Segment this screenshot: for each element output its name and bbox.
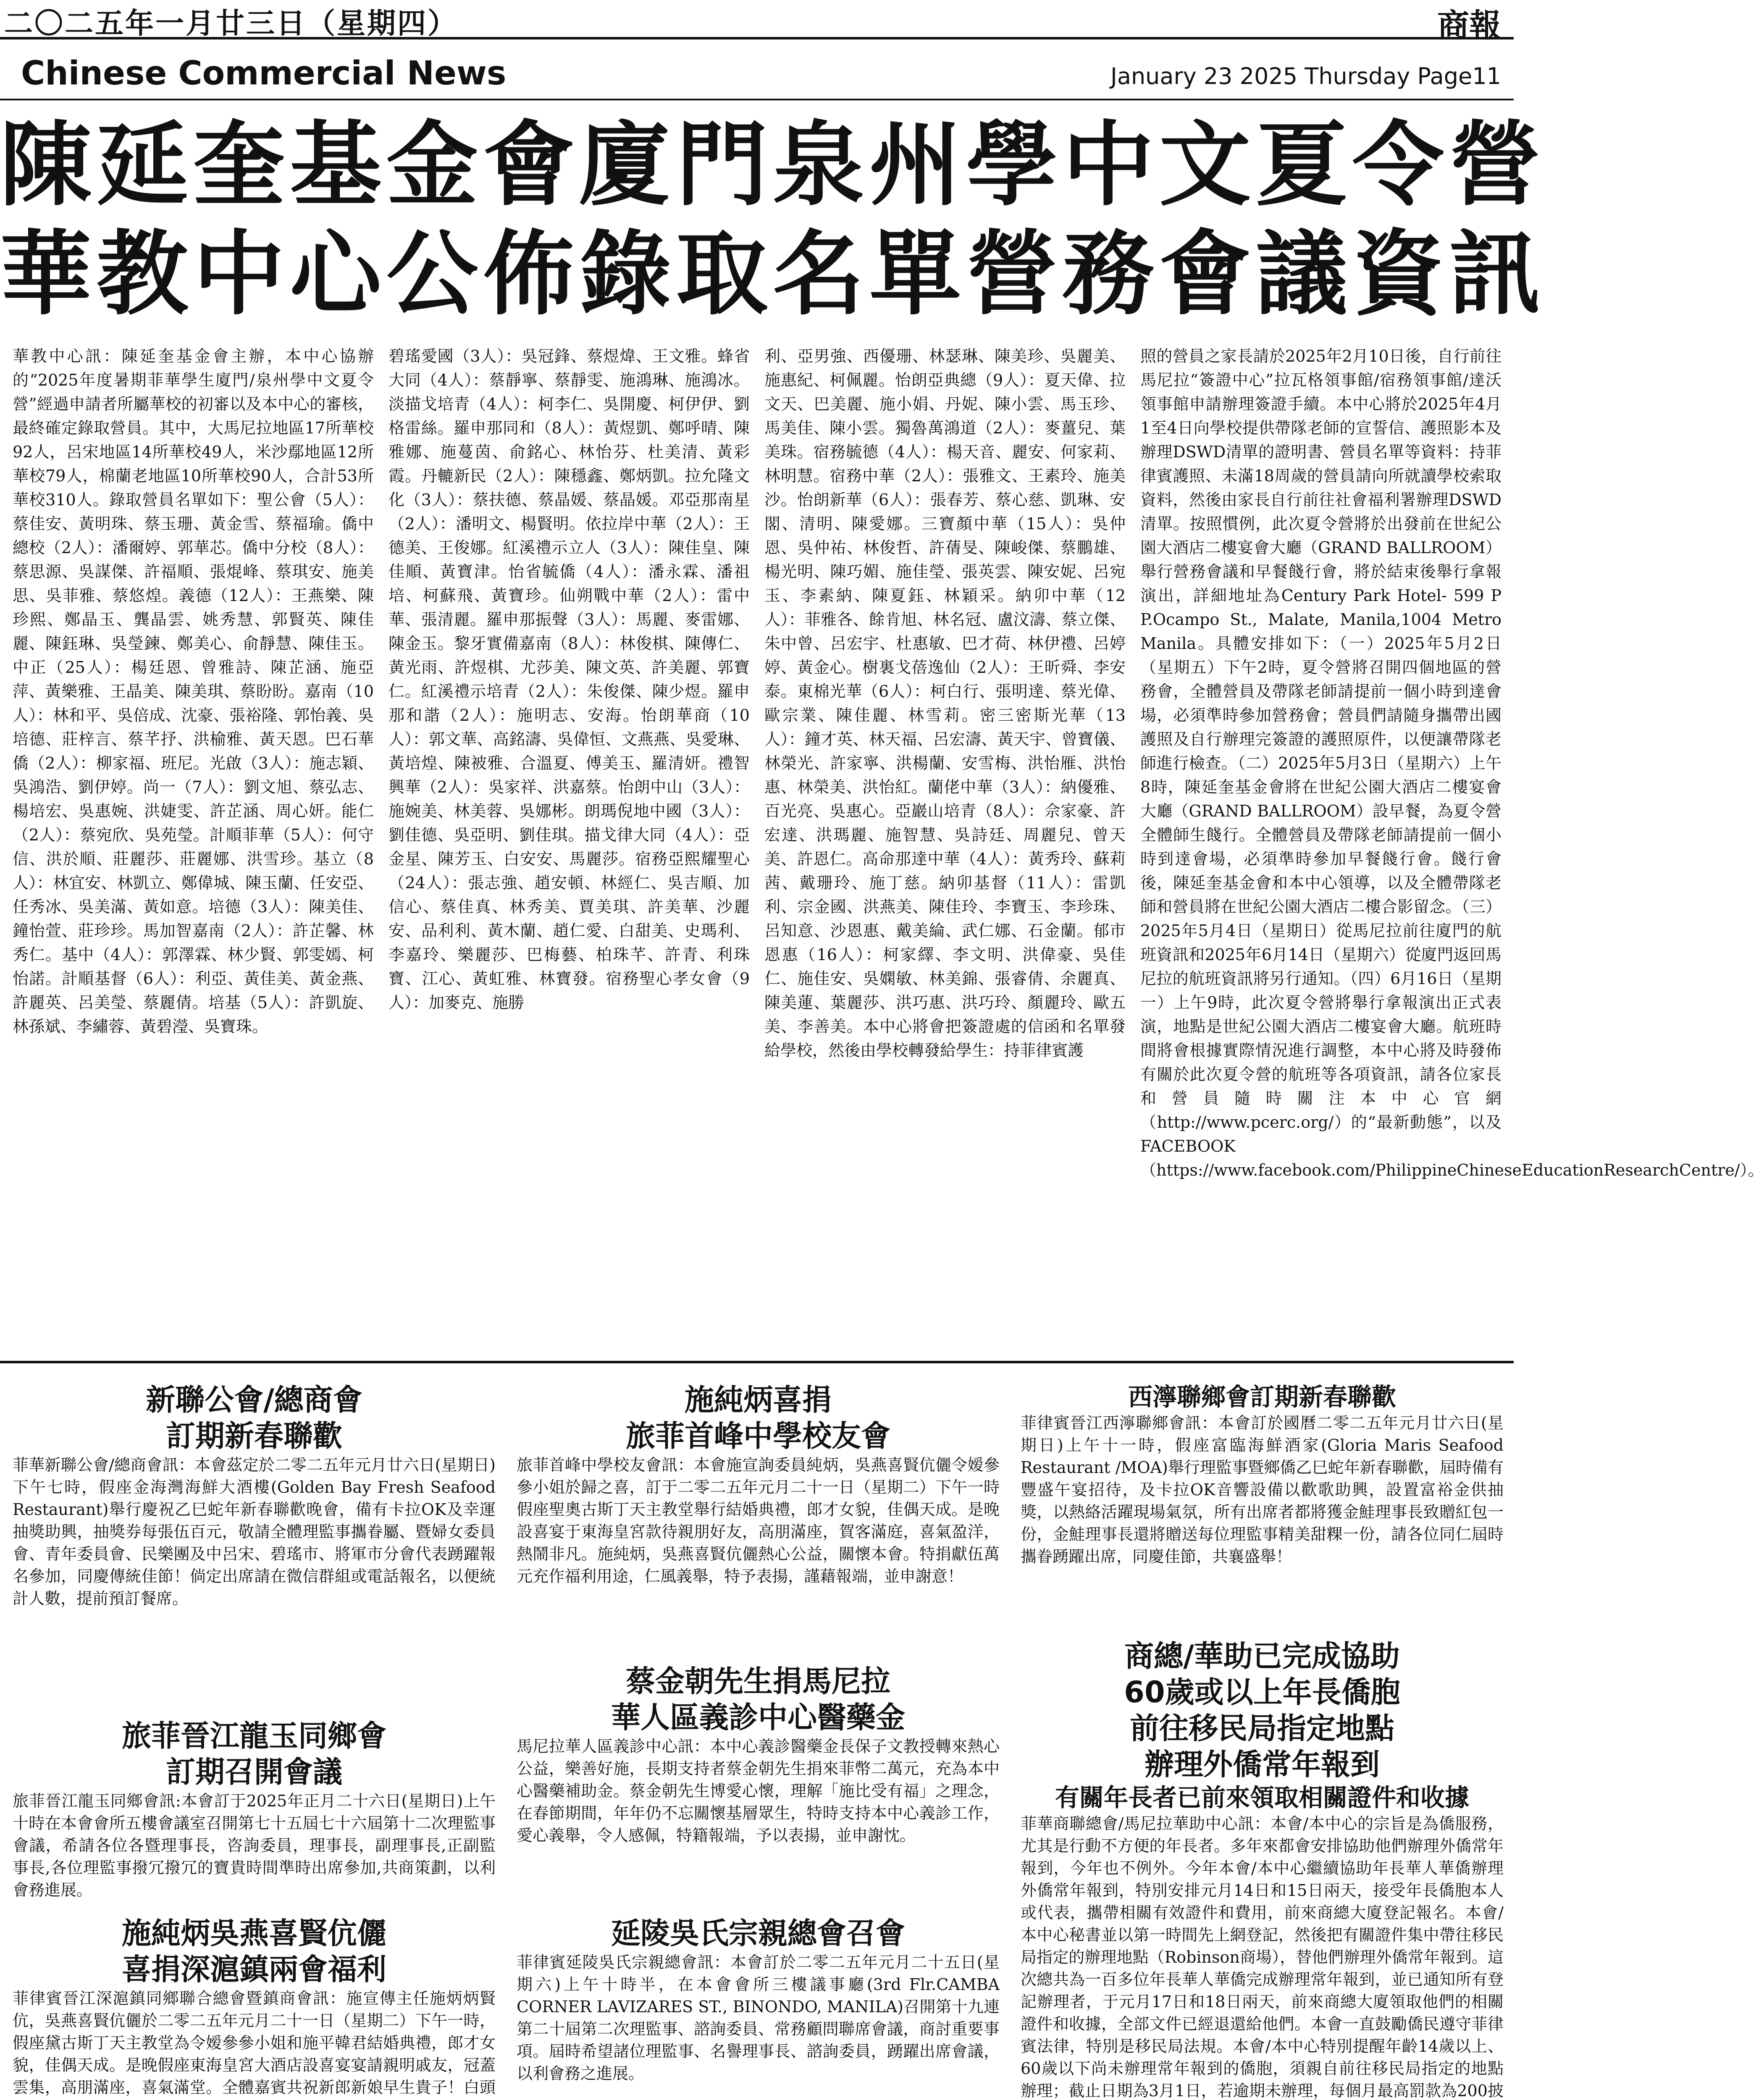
article-shangzong-elderly — [1021, 1638, 1504, 2100]
article-body: 菲律賓晉江西濘聯鄉會訊：本會訂於國曆二零二五年元月廿六日(星期日)上午十一時，假座富臨海鮮酒家(Gloria Maris Seafood Restaurant /MOA)舉行理監事暨鄉僑乙巳蛇年新春聯歡，屆時備有豐盛午宴招待，及卡拉OK音響設備以歡歌助興，設置富裕金供抽獎，以熱絡活躍現場氣氛，所有出席者都將獲金鮭理事長致贈紅包一份，金鮭理事長還將贈送每位理監事精美甜粿一份，請各位同仁屆時攜眷踴躍出席，同慶佳節，共襄盛舉！ — [1021, 1414, 1504, 1566]
masthead-paper-name: 商報 — [1437, 7, 1501, 44]
article-headline: 延陵吳氏宗親總會召會 — [611, 1916, 905, 1950]
article-yanling-wu — [517, 1915, 1000, 2100]
lead-column-4: 照的營員之家長請於2025年2月10日後，自行前往馬尼拉“簽證中心”拉瓦格領事館/宿務領事館/達沃領事館申請辦理簽證手續。本中心將於2025年4月1至4日向學校提供帶隊老師的宣誓信、護照影本及辦理DSWD清單的證明書、營員名單等資料：持菲律賓護照、未滿18周歲的營員請向所就讀學校索取資料，然後由家長自行前往社會福利署辦理DSWD清單。按照慣例，此次夏令營將於出發前在世紀公園大酒店二樓宴會大廳（GRAND BALLROOM）舉行營務會議和早餐餞行會，將於結束後舉行拿報演出，詳細地址為Century Park Hotel- 599 P P.Ocampo St., Malate, Manila,1004 Metro Manila。具體安排如下：（一）2025年5月2日（星期五）下午2時，夏令營將召開四個地區的營務會，全體營員及帶隊老師請提前一個小時到達會場，必須準時參加營務會；營員們請隨身攜帶出國護照及自行辦理完簽證的護照原件，以便讓帶隊老師進行檢查。（二）2025年5月3日（星期六）上午8時，陳延奎基金會將在世紀公園大酒店二樓宴會大廳（GRAND BALLROOM）設早餐，為夏令營全體師生餞行。全體營員及帶隊老師請提前一個小時到達會場，必須準時參加早餐餞行會。餞行會後，陳延奎基金會和本中心領導，以及全體帶隊老師和營員將在世紀公園大酒店二樓合影留念。（三）2025年5月4日（星期日）從馬尼拉前往廈門的航班資訊和2025年6月14日（星期六）從廈門返回馬尼拉的航班資訊將另行通知。（四）6月16日（星期一）上午9時，此次夏令營將舉行拿報演出正式表演，地點是世紀公園大酒店二樓宴會大廳。航班時間將會根據實際情況進行調整，本中心將及時發佈有關於此次夏令營的航班等各項資訊，請各位家長和營員隨時關注本中心官網（http://www.pcerc.org/）的“最新動態”，以及FACEBOOK（https://www.facebook.com/PhilippineChineseEducationResearchCentre/）。 — [1140, 347, 1764, 1179]
article-headline: 訂期新春聯歡 — [166, 1419, 342, 1453]
article-body: 菲華新聯公會/總商會訊：本會茲定於二零二五年元月廿六日(星期日)下午七時，假座金海灣海鮮大酒樓(Golden Bay Fresh Seafood Restaurant)舉行慶祝乙巳蛇年新春聯歡晚會，備有卡拉OK及幸運抽獎助興，抽獎券每張伍百元，敬請全體理監事攜眷屬、暨婦女委員會、青年委員會、民樂團及中呂宋、碧瑤市、將軍市分會代表踴躍報名參加，同慶傳統佳節！倘定出席請在微信群組或電話報名，以便統計人數，提前預訂餐席。 — [13, 1456, 496, 1608]
article-body: 菲律賓晉江深滬鎮同鄉聯合總會暨鎮商會訊：施宣傳主任施炳炳賢伉，吳燕喜賢伉儷於二零二五年元月二十一日（星期二）下午一時，假座黛古斯丁天主教堂為令嫒參參小姐和施平韓君結婚典禮，郎才女貌，佳偶天成。是晚假座東海皇宮大酒店設喜宴宴請親明戚友，冠蓋雲集，高朋滿座，喜氣滿堂。全體嘉賓共祝新郎新娘早生貴子！白頭 — [13, 1989, 496, 2097]
article-headline: 訂期召開會議 — [166, 1755, 342, 1789]
article-headline: 旅菲晉江龍玉同鄉會 — [122, 1719, 386, 1753]
article-body: 菲華商聯總會/馬尼拉華助中心訊：本會/本中心的宗旨是為僑服務，尤其是行動不方便的年長者。多年來都會安排協助他們辦理外僑常年報到，今年也不例外。今年本會/本中心繼續協助年長華人華僑辦理外僑常年報到，特別安排元月14日和15日兩天，接受年長僑胞本人或代表，攜帶相關有效證件和費用，前來商總大廈登記報名。本會/本中心秘書並以第一時間先上網登記，然後把有關證件集中帶往移民局指定的辦理地點（Robinson商場），替他們辦理外僑常年報到。這次總共為一百多位年長華人華僑完成辦理常年報到，並已通知所有登記辦理者，于元月17日和18日兩天，前來商總大廈領取他們的相關證件和收據，全部文件已經退還給他們。本會一直鼓勵僑民遵守菲律賓法律，特別是移民局法規。本會/本中心特別提醒年齡14歲以上、60歲以下尚未辦理常年報到的僑胞，須親自前往移民局指定的地點辦理；截止日期為3月1日，若逾期未辦理，每個月最高罰款為200披 — [1021, 1814, 1504, 2100]
article-shi-wu-shenhu — [13, 1915, 496, 2100]
article-headline: 新聯公會/總商會 — [146, 1383, 362, 1417]
article-headline: 西濘聯鄉會訂期新春聯歡 — [1128, 1383, 1396, 1411]
masthead-rule — [0, 99, 1514, 100]
masthead-date-en: January 23 2025 Thursday Page11 — [1110, 63, 1501, 89]
article-headline: 施純炳吳燕喜賢伉儷 — [122, 1916, 386, 1950]
article-longyu — [13, 1718, 496, 1903]
article-headline: 辦理外僑常年報到 — [1144, 1747, 1380, 1782]
lead-column-2: 碧瑤愛國（3人）：吳冠鋒、蔡煜煒、王文雅。蜂省大同（4人）：蔡靜寧、蔡靜雯、施鴻琳、施鴻冰。淡描戈培青（4人）：柯李仁、吳開慶、柯伊伊、劉格雷絲。羅申那同和（8人）：黃煜凱、鄭呼晴、陳雅娜、施蔓茵、俞銘心、林怡芬、杜美清、黃彩霞。丹轆新民（2人）：陳穩鑫、鄭炳凱。拉允隆文化（3人）：蔡扶德、蔡晶媛、蔡晶媛。邓亞那南星（2人）：潘明文、楊賢明。依拉岸中華（2人）：王德美、王俊娜。紅溪禮示立人（3人）：陳佳皇、陳佳順、黃寶津。怡省毓僑（4人）：潘永霖、潘祖培、柯蘇飛、黃寶珍。仙朔戰中華（2人）：雷中華、張清麗。羅申那振聲（3人）：馬麗、麥雷娜、陳金玉。黎牙實備嘉南（8人）：林俊棋、陳傳仁、黃光雨、許煜棋、尤莎美、陳文英、許美麗、郭寶仁。紅溪禮示培青（2人）：朱俊傑、陳少煜。羅申那和諧（2人）：施明志、安海。怡朗華商（10人）：郭文華、高銘濤、吳偉恒、文燕燕、吳愛琳、黃培煌、陳被雅、合溫夏、傅美玉、羅清妍。禮智興華（2人）：吳家祥、洪嘉蔡。怡朗中山（3人）：施婉美、林美蓉、吳娜彬。朗瑪倪地中國（3人）：劉佳德、吳亞明、劉佳琪。描戈律大同（4人）：亞金星、陳芳玉、白安安、馬麗莎。宿務亞熙耀聖心（24人）：張志強、趙安頓、林經仁、吳吉順、加信心、蔡佳真、林秀美、賈美琪、許美華、沙麗安、品利利、黃木蘭、趙仁愛、白甜美、史瑪利、李嘉玲、樂麗莎、巴梅藝、柏珠芊、許青、利珠寶、江心、黃虹雅、林寶發。宿務聖心孝女會（9人）：加麥克、施勝 — [388, 347, 750, 1012]
article-headline: 前往移民局指定地點 — [1130, 1711, 1394, 1746]
article-body: 菲律賓延陵吳氏宗親總會訊：本會訂於二零二五年元月二十五日(星期六)上午十時半，在本會會所三樓議事廳(3rd Flr.CAMBA CORNER LAVIZARES ST., BINONDO, MANILA)召開第十九連第二十屆第二次理監事、諮詢委員、常務顧問聯席會議，商討重要事項。屆時希望諸位理監事、名譽理事長、諮詢委員，踴躍出席會議，以利會務之進展。 — [517, 1953, 1000, 2083]
lead-column-3: 利、亞男強、西優珊、林瑟琳、陳美珍、吳麗美、施惠紀、柯佩麗。怡朗亞典總（9人）：夏天偉、拉文天、巴美麗、施小娟、丹妮、陳小雲、馬玉珍、馬美佳、陳小雲。獨魯萬鴻道（2人）：麥薑兒、葉美珠。宿務毓德（4人）：楊天音、麗安、何家莉、林明慧。宿務中華（2人）：張雅文、王素玲、施美沙。怡朗新華（6人）：張春芳、蔡心慈、凱琳、安閣、清明、陳愛娜。三寶顏中華（15人）：吳仲恩、吳仲祐、林俊哲、許蒨旻、陳峻傑、蔡鵬雄、楊光明、陳巧媚、施佳瑩、張英雲、陳安妮、呂宛玉、李素納、陳夏鈺、林穎采。納卯中華（12人）：菲雅各、餘肯旭、林名冠、盧汶濤、蔡立傑、朱中曾、呂宏宇、杜惠敏、巴才荷、林伊禮、呂婷婷、黃金心。樹裏戈蓓逸仙（2人）：王昕舜、李安泰。東棉光華（6人）：柯白行、張明達、蔡光偉、歐宗業、陳佳麗、林雪莉。密三密斯光華（13人）：鐘才英、林天福、呂宏濤、黃天宇、曾寶儀、林榮光、許家寧、洪楊蘭、安雪梅、洪怡雁、洪怡惠、林榮美、洪怡紅。蘭佬中華（3人）：納優雅、百光亮、吳惠心。亞巖山培青（8人）：佘家豪、許宏達、洪瑪麗、施智慧、吳詩廷、周麗兒、曾天美、許恩仁。高命那達中華（4人）：黃秀玲、蘇莉茜、戴珊玲、施丁慈。納卯基督（11人）：雷凱利、宗金國、洪燕美、陳佳玲、李寶玉、李珍珠、呂知意、沙恩惠、戴美綸、武仁娜、石金蘭。郁市恩惠（16人）：柯家繹、李文明、洪偉豪、吳佳仁、施佳安、吳嫻敏、林美錦、張睿倩、余麗真、陳美蓮、葉麗莎、洪巧惠、洪巧玲、顏麗玲、歐五美、李善美。本中心將會把簽證處的信函和名單發給學校，然後由學校轉發給學生：持菲律賓護 — [764, 347, 1126, 1060]
article-body: 旅菲晉江龍玉同鄉會訊:本會訂于2025年正月二十六日(星期日)上午十時在本會會所五樓會議室召開第七十五屆七十六屆第十二次理監事會議，希請各位各暨理事長，咨詢委員，理事長，副理事長,正副監事長,各位理監事撥冗撥冗的寶貴時間準時出席參加,共商策劃，以利會務進展。 — [13, 1792, 496, 1899]
article-headline: 華人區義診中心醫藥金 — [611, 1700, 905, 1735]
article-headline: 施純炳喜捐 — [685, 1383, 832, 1417]
article-cai-clinic — [517, 1663, 1000, 1920]
article-headline: 喜捐深滬鎮兩會福利 — [122, 1952, 386, 1987]
masthead-paper-name-en: Chinese Commercial News — [21, 55, 507, 92]
article-headline: 商總/華助已完成協助 — [1124, 1639, 1400, 1673]
masthead-date-zh: 二〇二五年一月廿三日（星期四） — [4, 7, 458, 40]
lead-column-1: 華教中心訊：陳延奎基金會主辦，本中心協辦的“2025年度暑期菲華學生廈門/泉州學中文夏令營”經過申請者所屬華校的初審以及本中心的審核，最終確定錄取營員。其中，大馬尼拉地區17所華校92人，呂宋地區14所華校49人，米沙鄢地區12所華校79人，棉蘭老地區10所華校90人，合計53所華校310人。錄取營員名單如下：聖公會（5人）：蔡佳安、黃明珠、蔡玉珊、黃金雪、蔡福瑜。僑中總校（2人）：潘爾婷、郭華芯。僑中分校（8人）：蔡思源、吳謀傑、許福順、張焜峰、蔡琪安、施美思、吳菲雅、蔡悠煌。義德（12人）：王燕樂、陳珍熙、鄭晶玉、龔晶雲、姚秀慧、郭賢英、陳佳麗、陳鈺琳、吳瑩鍊、鄭美心、俞靜慧、陳佳玉。中正（25人）：楊廷恩、曾雅詩、陳芷涵、施亞萍、黃樂雅、王晶美、陳美琪、蔡盼盼。嘉南（10人）：林和平、吳倍成、沈豪、張裕隆、郭怡義、吳培德、莊梓言、蔡芊抒、洪榆雅、黃天恩。巴石華僑（2人）：柳家福、班尼。光啟（3人）：施志穎、吳鴻浩、劉伊婷。尚一（7人）：劉文旭、蔡弘志、楊培宏、吳惠婉、洪婕雯、許芷涵、周心妍。能仁（2人）：蔡宛欣、吳苑瑩。計順菲華（5人）：何守信、洪於順、莊麗莎、莊麗娜、洪雪珍。基立（8人）：林宜安、林凱立、鄭偉城、陳玉蘭、任安亞、任秀冰、吳美滿、黃如意。培德（3人）：陳美佳、鐘怡萱、莊珍珍。馬加智嘉南（2人）：許芷馨、林秀仁。基中（4人）：郭澤霖、林少賢、郭雯嫣、柯怡諾。計順基督（6人）：利亞、黃佳美、黃金燕、許麗英、呂美瑩、蔡麗倩。培基（5人）：許凱旋、林孫斌、李繡蓉、黃碧瀅、吳寶珠。 — [13, 347, 374, 1036]
lead-headline-line1: 陳延奎基金會廈門泉州學中文夏令營 — [0, 112, 1546, 218]
article-headline: 旅菲首峰中學校友會 — [626, 1419, 890, 1453]
lead-headline-line2: 華教中心公佈錄取名單營務會議資訊 — [0, 221, 1546, 328]
article-shi-shoufeng — [517, 1382, 1000, 1664]
article-subheadline: 有關年長者已前來領取相關證件和收據 — [1055, 1783, 1469, 1812]
article-xining — [1021, 1382, 1504, 1614]
article-body: 旅菲首峰中學校友會訊：本會施宣詢委員純炳，吳燕喜賢伉儷令嫒參參小姐於歸之喜，訂于二零二五年元月二十一日（星期二）下午一時假座聖奧古斯丁天主教堂舉行結婚典禮，郎才女貌，佳偶天成。是晚設喜宴于東海皇宮款待親朋好友，高朋滿座，賀客滿庭，喜氣盈洋，熱鬧非凡。施純炳，吳燕喜賢伉儷熱心公益，關懷本會。特捐獻伍萬元充作福利用途，仁風義舉，特予表揚，謹藉報端，並申謝意！ — [517, 1456, 1000, 1586]
article-xinlian — [13, 1382, 496, 1706]
article-headline: 60歲或以上年長僑胞 — [1124, 1675, 1400, 1709]
article-headline: 蔡金朝先生捐馬尼拉 — [626, 1664, 890, 1698]
section-divider — [0, 1361, 1514, 1363]
article-body: 馬尼拉華人區義診中心訊：本中心義診醫藥金長保子文教授轉來熱心公益，樂善好施，長期支持者蔡金朝先生捐來菲幣二萬元，充為本中心醫藥補助金。蔡金朝先生博愛心懷，理解「施比受有福」之理念，在春節期間，年年仍不忘關懷基層眾生，特時支持本中心義診工作，愛心義舉，令人感佩，特籍報端，予以表揚，並申謝忱。 — [517, 1737, 1000, 1845]
